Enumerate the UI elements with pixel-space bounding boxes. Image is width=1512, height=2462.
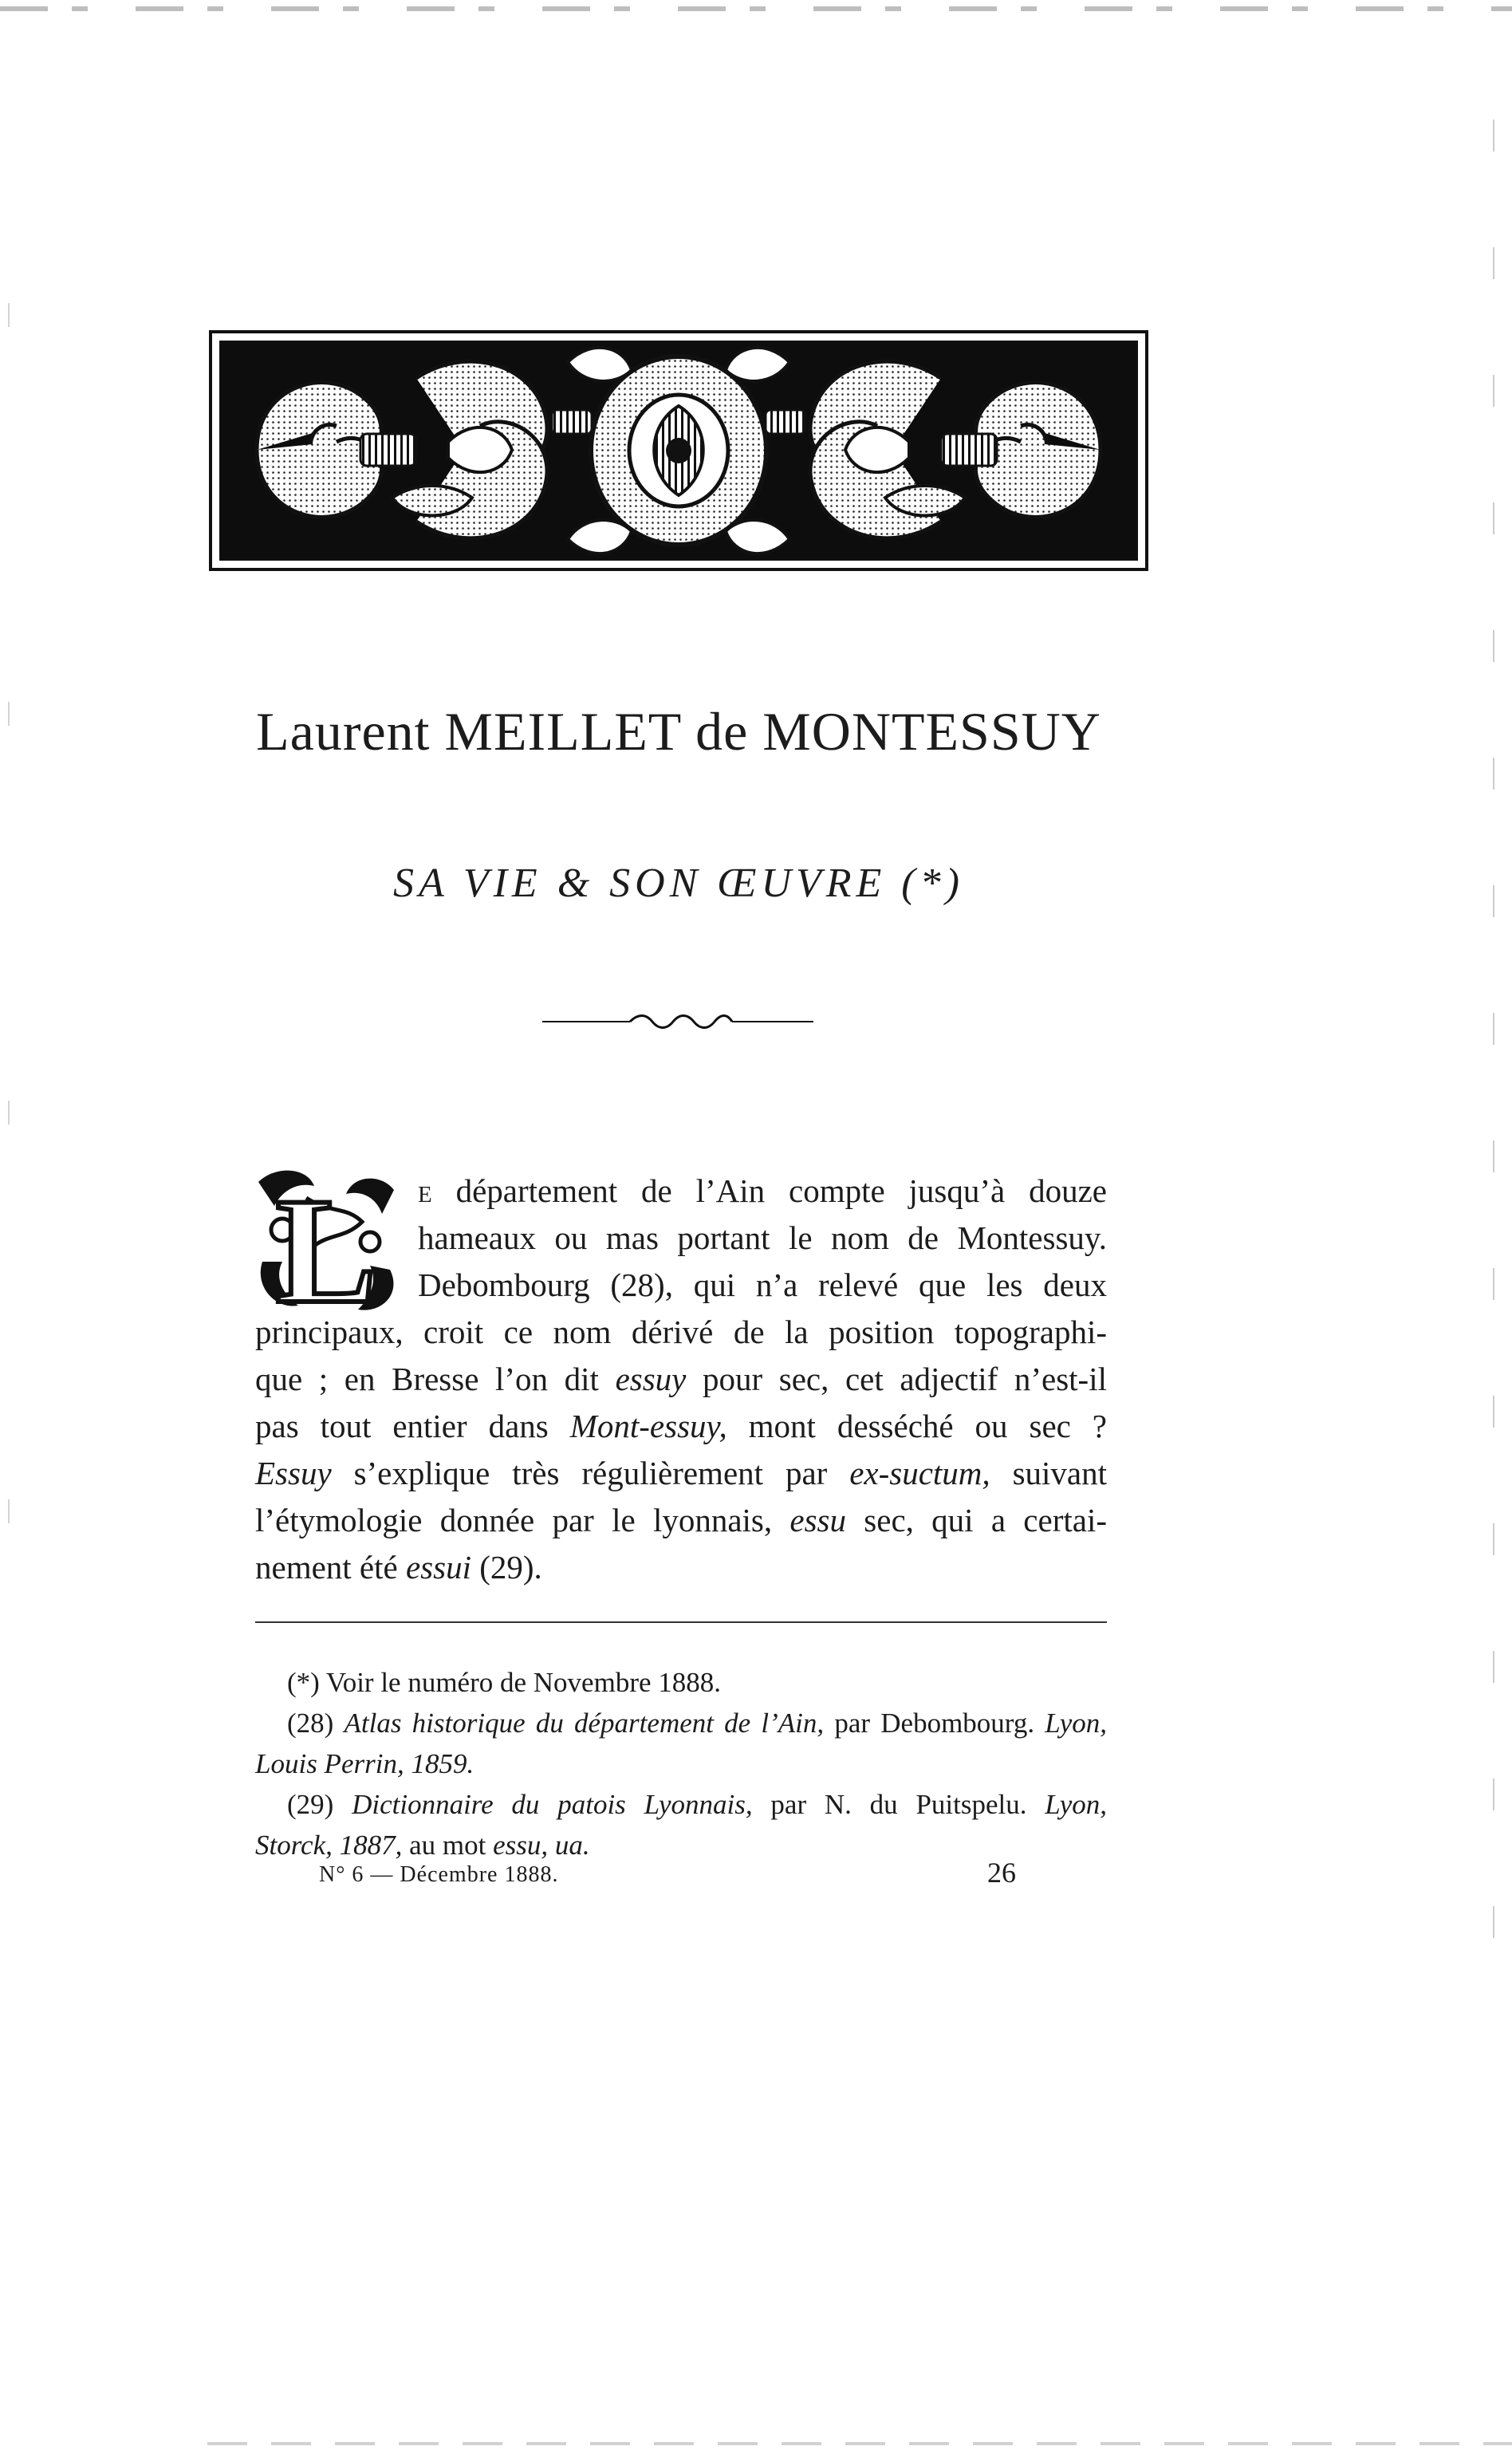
scan-edge-right (1493, 120, 1494, 1954)
body-text: Essuy (255, 1455, 332, 1491)
footnote-line (287, 1785, 1107, 1825)
page-number: 26 (987, 1857, 1016, 1889)
body-text: sec, qui a certai- (846, 1502, 1107, 1538)
body-line (418, 1262, 1107, 1308)
body-line (255, 1450, 1107, 1496)
footnote-text: essu, ua. (493, 1830, 590, 1861)
footnote-line (287, 1663, 721, 1703)
body-text: pas tout entier dans (255, 1408, 570, 1444)
article-title: Laurent MEILLET de MONTESSUY (256, 701, 1101, 762)
issue-line: N° 6 — Décembre 1888. (319, 1862, 559, 1887)
body-text: Mont-essuy, (569, 1408, 727, 1444)
footnote-text: Dictionnaire du patois Lyonnais, (352, 1789, 753, 1820)
body-line (255, 1356, 1107, 1402)
drop-cap-letter: L (275, 1168, 377, 1318)
scan-edge-left (8, 303, 10, 1818)
body-text: essuy (615, 1361, 687, 1397)
body-text: s’explique très régulièrement par (331, 1455, 850, 1491)
body-text: département de l’Ain compte jusqu’à douze (431, 1172, 1107, 1209)
body-line (255, 1544, 542, 1590)
body-text: que ; en Bresse l’on dit (255, 1361, 616, 1397)
body-text: essu (789, 1502, 847, 1538)
body-text: suivant (990, 1455, 1108, 1491)
body-text: ex-suctum, (849, 1455, 990, 1491)
body-line (418, 1215, 1107, 1261)
footnote-separator (255, 1621, 1107, 1623)
footnote-line (255, 1744, 474, 1784)
body-text: nement été (255, 1549, 406, 1586)
body-line (418, 1168, 1107, 1214)
body-text: hameaux ou mas portant le nom de Montessuy. (418, 1219, 1107, 1256)
ornamental-rule (542, 1010, 813, 1034)
footnote-text: Lyon, (1045, 1789, 1108, 1820)
body-line (255, 1309, 1107, 1355)
footnote-text: (28) (287, 1708, 345, 1739)
footnote-text: Atlas historique du département de l’Ain, (344, 1708, 825, 1739)
footnote-line (255, 1826, 590, 1865)
body-text: mont desséché ou sec ? (726, 1408, 1107, 1444)
footnote-text: Lyon, (1045, 1708, 1107, 1739)
decorative-headpiece (209, 330, 1148, 571)
ornamental-drop-cap (250, 1166, 402, 1318)
footnote-text: par Debombourg. (824, 1708, 1045, 1739)
body-line (255, 1497, 1107, 1543)
body-text: principaux, croit ce nom dérivé de la position topographi- (255, 1314, 1107, 1350)
footnote-text: Louis Perrin, 1859. (255, 1748, 474, 1779)
body-text: l’étymologie donnée par le lyonnais, (255, 1502, 790, 1538)
body-text: e (418, 1172, 432, 1209)
footnote-text: (*) Voir le numéro de Novembre 1888. (287, 1667, 722, 1698)
scan-edge-top (0, 6, 1512, 11)
body-line (255, 1403, 1107, 1449)
footnote-text: Storck, 1887, (255, 1830, 403, 1861)
scan-edge-bottom (207, 2442, 1512, 2445)
body-text: essui (405, 1549, 471, 1586)
article-subtitle: SA VIE & SON ŒUVRE (*) (393, 861, 964, 906)
footnote-text: (29) (287, 1789, 352, 1820)
body-text: Debombourg (28), qui n’a relevé que les deux (418, 1266, 1107, 1303)
footnote-text: au mot (402, 1830, 494, 1861)
footnote-line (287, 1704, 1107, 1743)
footnote-text: par N. du Puitspelu. (752, 1789, 1045, 1820)
body-text: pour sec, cet adjectif n’est-il (686, 1361, 1107, 1397)
body-text: (29). (471, 1549, 542, 1586)
